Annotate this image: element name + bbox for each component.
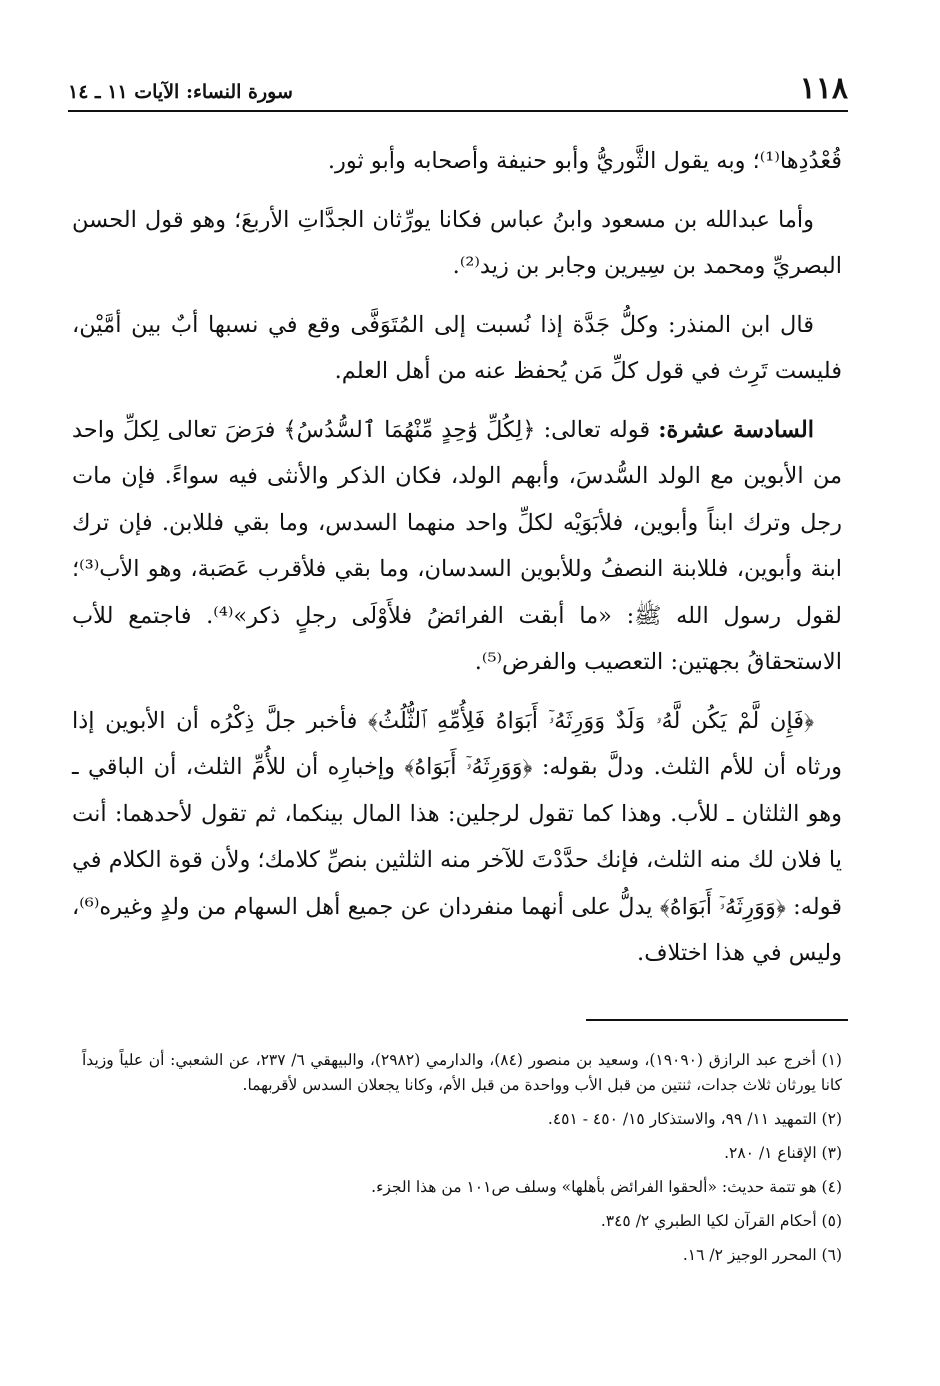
footnote-3: (٣) الإقناع ١/ ٢٨٠. (724, 1144, 842, 1162)
footnote-2: (٢) التمهيد ١١/ ٩٩، والاستذكار ١٥/ ٤٥٠ - ٤٥١. (547, 1110, 842, 1128)
section-heading: السادسة عشرة: (658, 416, 814, 443)
paragraph-1: قُعْدُدِها⁽¹⁾؛ وبه يقول الثَّوريُّ وأبو حنيفة وأصحابه وأبو ثور. (327, 148, 842, 174)
footnotes (82, 1048, 842, 1277)
footnote-1: (١) أخرج عبد الرازق (١٩٠٩٠)، وسعيد بن منصور (٨٤)، والدارمي (٢٩٨٢)، والبيهقي ٦/ ٢٣٧، عن الشعبي: أن علياً وزيداً كانا يورثان ثلاث جدات، ثنتين من قبل الأب وواحدة من قبل الأم، وكانا يجعلان السدس لأقربهما. (82, 1051, 842, 1094)
paragraph-2: وأما عبدالله بن مسعود وابنُ عباس فكانا يورِّثان الجدَّاتِ الأربعَ؛ وهو قول الحسن البصريِّ ومحمد بن سِيرين وجابر بن زيد⁽²⁾. (72, 206, 842, 279)
page-number: ١١٨ (799, 71, 848, 106)
paragraph-3: قال ابن المنذر: وكلُّ جَدَّة إذا نُسبت إلى المُتَوَفَّى وقع في نسبها أبٌ بين أمَّيْن، فليست تَرِث في قول كلِّ مَن يُحفظ عنه من أهل العلم. (72, 311, 842, 384)
footnote-5: (٥) أحكام القرآن لكيا الطبري ٢/ ٣٤٥. (600, 1212, 842, 1230)
paragraph-5: ﴿فَإِن لَّمْ يَكُن لَّهُۥ وَلَدٌ وَوَرِثَهُۥٓ أَبَوَاهُ فَلِأُمِّهِ ٱلثُّلُثُ﴾ فأخبر جلَّ ذِكْرُه أن الأبوين إذا ورثاه أن للأم الثلث. ودلَّ بقوله: ﴿وَوَرِثَهُۥٓ أَبَوَاهُ﴾ وإخبارِه أن للأُمِّ الثلث، أن الباقي ـ وهو الثلثان ـ للأب. وهذا كما تقول لرجلين: هذا المال بينكما، ثم تقول لأحدهما: أنت يا فلان لك منه الثلث، فإنك حدَّدْتَ للآخر منه الثلثين بنصِّ كلامك؛ ولأن قوة الكلام في قوله: ﴿وَوَرِثَهُۥٓ أَبَوَاهُ﴾ يدلُّ على أنهما منفردان عن جميع أهل السهام من ولدٍ وغيره⁽⁶⁾، وليس في هذا اختلاف. (72, 707, 842, 966)
main-text (72, 138, 842, 989)
footnote-6: (٦) المحرر الوجيز ٢/ ١٦. (682, 1246, 842, 1264)
page-header (68, 66, 848, 112)
footnote-separator (586, 1019, 848, 1021)
running-title: سورة النساء: الآيات ١١ ـ ١٤ (68, 81, 293, 103)
footnote-4: (٤) هو تتمة حديث: «ألحقوا الفرائض بأهلها» وسلف ص١٠١ من هذا الجزء. (371, 1178, 842, 1196)
paragraph-4-text: قوله تعالى: ﴿لِكُلِّ وَٰحِدٍ مِّنْهُمَا ٱلسُّدُسُ﴾ فرَضَ تعالى لِكلِّ واحد من الأبوين مع الولد السُّدسَ، وأبهم الولد، فكان الذكر والأنثى فيه سواءً. فإن مات رجل وترك ابناً وأبوين، فلأبَوَيْه لكلِّ واحد منهما السدس، وما بقي فللابن. فإن ترك ابنة وأبوين، فللابنة النصفُ وللأبوين السدسان، وما بقي فلأقرب عَصَبة، وهو الأب⁽³⁾؛ لقول رسول الله ﷺ: «ما أبقت الفرائضُ فلأَوْلَى رجلٍ ذكر»⁽⁴⁾. فاجتمع للأب الاستحقاقُ بجهتين: التعصيب والفرض⁽⁵⁾. (72, 416, 842, 675)
paragraph-4 (72, 407, 842, 686)
